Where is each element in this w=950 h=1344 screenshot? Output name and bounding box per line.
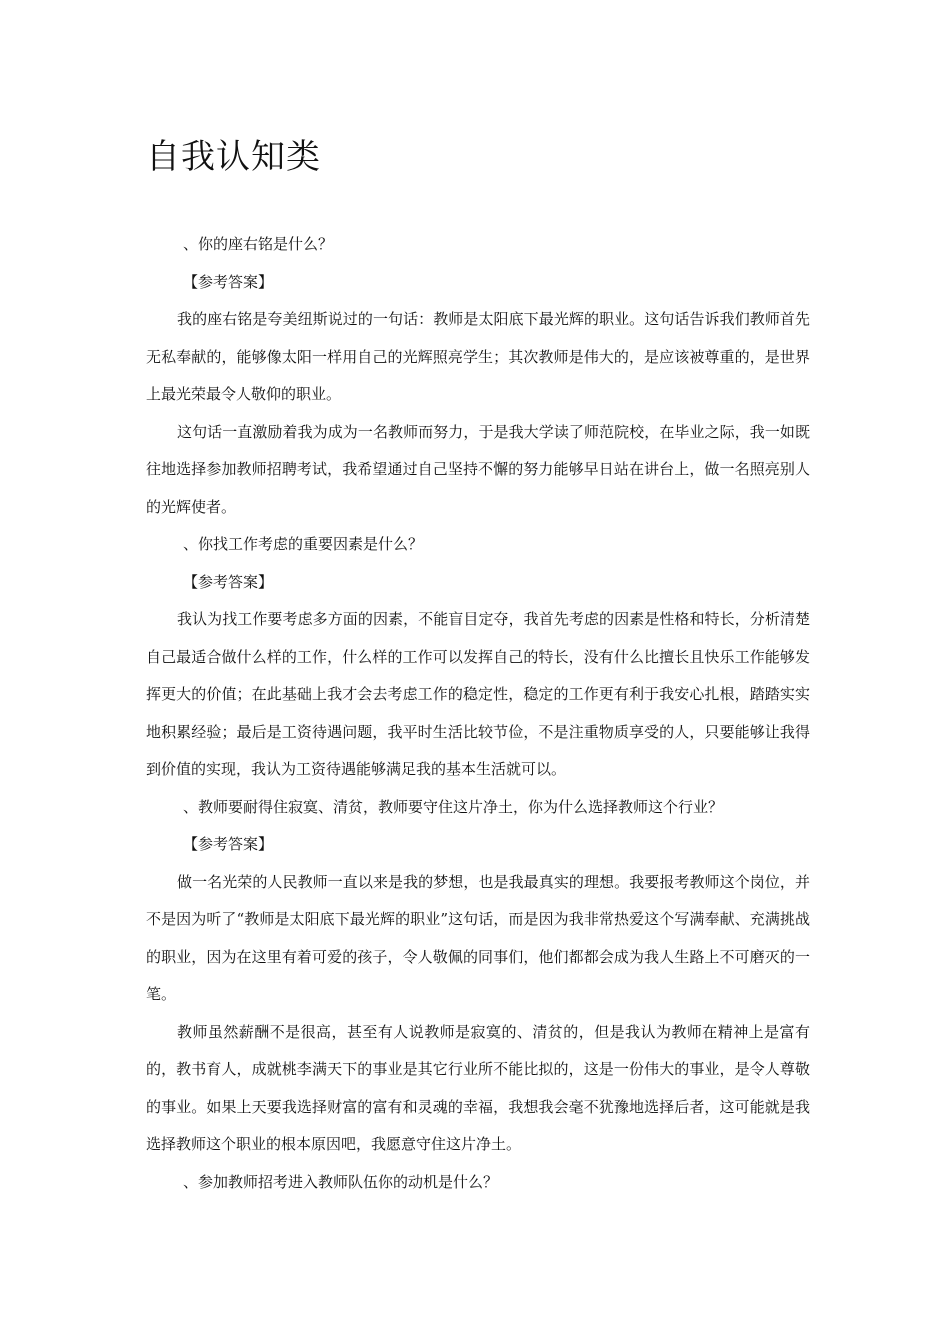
answer-label-3: 【参考答案】 [183,835,274,853]
answer-1-paragraph-2: 这句话一直激励着我为成为一名教师而努力，于是我大学读了师范院校，在毕业之际，我一如既往地选择参加教师招聘考试，我希望通过自己坚持不懈的努力能够早日站在讲台上，做一名照亮别人的光辉使者。 [146,422,810,516]
answer-label-2: 【参考答案】 [183,572,274,591]
page-title: 自我认知类 [146,137,321,177]
question-1: 、你的座右铭是什么？ [183,235,334,253]
question-2: 、你找工作考虑的重要因素是什么？ [183,535,424,553]
answer-label-1: 【参考答案】 [183,272,274,291]
question-3: 、教师要耐得住寂寞、清贫，教师要守住这片净土，你为什么选择教师这个行业？ [183,797,724,816]
document-body [146,226,810,1201]
answer-3-paragraph-2: 教师虽然薪酬不是很高，甚至有人说教师是寂寞的、清贫的，但是我认为教师在精神上是富有的，教书育人，成就桃李满天下的事业是其它行业所不能比拟的，这是一份伟大的事业，是令人尊敬的事业。如果上天要我选择财富的富有和灵魂的幸福，我想我会毫不犹豫地选择后者，这可能就是我选择教师这个职业的根本原因吧，我愿意守住这片净土。 [146,1022,810,1153]
answer-3-paragraph-1: 做一名光荣的人民教师一直以来是我的梦想，也是我最真实的理想。我要报考教师这个岗位，并不是因为听了“教师是太阳底下最光辉的职业”这句话，而是因为我非常热爱这个写满奉献、充满挑战的职业，因为在这里有着可爱的孩子，令人敬佩的同事们，他们都都会成为我人生路上不可磨灭的一笔。 [146,872,810,1003]
answer-2-paragraph-1: 我认为找工作要考虑多方面的因素，不能盲目定夺，我首先考虑的因素是性格和特长，分析清楚自己最适合做什么样的工作，什么样的工作可以发挥自己的特长，没有什么比擅长且快乐工作能够发挥更大的价值；在此基础上我才会去考虑工作的稳定性，稳定的工作更有利于我安心扎根，踏踏实实地积累经验；最后是工资待遇问题，我平时生活比较节俭，不是注重物质享受的人，只要能够让我得到价值的实现，我认为工资待遇能够满足我的基本生活就可以。 [146,610,810,778]
question-4: 、参加教师招考进入教师队伍你的动机是什么？ [183,1172,499,1191]
answer-1-paragraph-1: 我的座右铭是夸美纽斯说过的一句话：教师是太阳底下最光辉的职业。这句话告诉我们教师首先无私奉献的，能够像太阳一样用自己的光辉照亮学生；其次教师是伟大的，是应该被尊重的，是世界上最光荣最令人敬仰的职业。 [146,310,810,403]
